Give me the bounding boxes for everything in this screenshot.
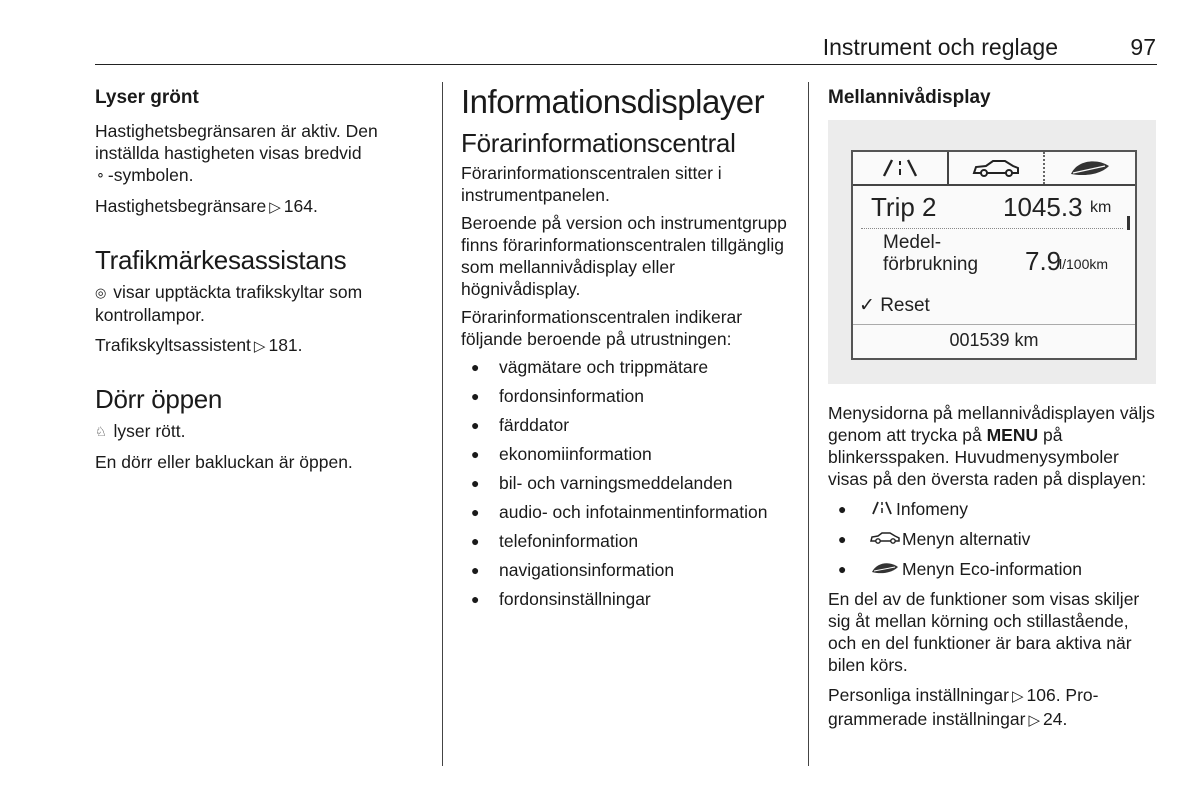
menu-tab-bar (853, 152, 1135, 186)
lyser-text: Hastighetsbegränsaren är aktiv. Den inställda hastigheten visas bredvid (95, 121, 378, 163)
settings-reference: Personliga inställningar ▷ 106. Programmerade inställningar ▷ 24. (828, 684, 1160, 732)
page-number: 97 (1130, 34, 1156, 60)
column-divider-2 (808, 82, 809, 766)
bullet-icon: ● (471, 359, 480, 375)
odometer-value: 001539 km (949, 330, 1039, 350)
column-right (828, 84, 1158, 110)
version-paragraph: Beroende på version och instrumentgrupp finns förarinformationscentralen tillgänglig som mellannivådisplay eller högnivådisplay. (461, 213, 787, 299)
lyser-ref-page: 164. (283, 196, 318, 216)
speed-limiter-icon: ⚬ (95, 168, 106, 183)
page-reference-icon: ▷ (1028, 712, 1041, 729)
menu-symbol-list (828, 498, 1160, 580)
eco-leaf-icon (868, 558, 902, 580)
trip-unit: km (1090, 199, 1112, 216)
dorr-text: lyser rött. (113, 421, 186, 441)
trip-value: 1045.3 (1003, 192, 1083, 222)
bullet-icon: ● (471, 504, 480, 520)
page-reference-icon: ▷ (253, 338, 266, 355)
bullet-icon: ● (471, 388, 480, 404)
list-item: ● navigationsinformation (471, 560, 675, 580)
column-middle (461, 84, 793, 610)
intro-paragraph: Förarinformationscentralen sitter i instrumentpanelen. (461, 163, 722, 205)
display-illustration (828, 120, 1156, 384)
bullet-icon: ● (838, 531, 847, 547)
list-item: ● audio- och infotainmentinformation (471, 502, 768, 522)
list-item: ● telefoninformation (471, 531, 639, 551)
trafik-text: visar upptäckta trafikskyltar som kontrollampor. (95, 282, 363, 325)
mellanniva-heading: Mellannivådisplay (828, 87, 991, 108)
lyser-text-tail: -symbolen. (107, 165, 194, 185)
list-item: ● fordonsinställningar (471, 589, 651, 609)
list-item: ● vägmätare och trippmätare (471, 357, 709, 377)
lyser-reference (95, 195, 425, 219)
traffic-sign-icon: ◎ (95, 285, 107, 300)
consumption-label-2: förbrukning (883, 254, 979, 275)
header-title: Instrument och reglage (822, 34, 1058, 60)
consumption-unit: l/100km (1059, 256, 1109, 272)
list-item: ● Menyn Eco-information (838, 559, 1082, 579)
column-divider-1 (442, 82, 443, 766)
bullet-icon: ● (471, 533, 480, 549)
list-item: ● Infomeny (838, 499, 968, 519)
reset-label: Reset (880, 295, 930, 316)
main-heading: Informationsdisplayer (461, 83, 765, 120)
trip-label: Trip 2 (871, 192, 937, 222)
reset-check-icon: ✓ (859, 295, 875, 316)
bullet-icon: ● (471, 446, 480, 462)
page-reference-icon: ▷ (1011, 688, 1024, 705)
bullet-icon: ● (471, 417, 480, 433)
bullet-icon: ● (471, 591, 480, 607)
lyser-ref-text: Hastighetsbegränsare (95, 196, 267, 216)
lyser-paragraph (95, 120, 425, 187)
menu-paragraph: Menysidorna på mellannivådisplayen väljs genom att trycka på MENU på blinkersspaken. Huvudmenysymboler visas på den översta raden på displayen: (828, 403, 1155, 489)
scroll-indicator (1127, 216, 1130, 230)
menu-keyword: MENU (986, 425, 1039, 445)
list-item: ● Menyn alternativ (838, 529, 1031, 549)
dorr-paragraph-2: En dörr eller bakluckan är öppen. (95, 452, 353, 472)
consumption-value: 7.9 (1025, 246, 1062, 276)
car-icon (949, 152, 1045, 184)
column-right-body (828, 402, 1160, 732)
odometer-rule (853, 324, 1135, 325)
driver-info-screen (851, 150, 1137, 360)
bullet-icon: ● (471, 475, 480, 491)
road-lanes-icon (868, 498, 896, 520)
list-item: ● bil- och varningsmeddelanden (471, 473, 733, 493)
dorr-paragraph (95, 420, 425, 443)
indicates-paragraph: Förarinformationscentralen indikerar följande beroende på utrustningen: (461, 307, 743, 349)
eco-leaf-icon (1045, 152, 1135, 184)
list-item: ● fordonsinformation (471, 386, 644, 406)
list-item: ● färddator (471, 415, 570, 435)
bullet-icon: ● (471, 562, 480, 578)
page-reference-icon: ▷ (269, 199, 281, 216)
functions-paragraph: En del av de funktioner som visas skiljer sig åt mellan körning och stillastående, och en del funktioner är bara aktiva när bilen körs. (828, 589, 1140, 675)
trafik-paragraph (95, 281, 425, 326)
trafik-ref-text: Trafikskyltsassistent (95, 335, 251, 355)
trafik-reference (95, 334, 425, 358)
feature-list (461, 356, 793, 610)
road-lanes-icon (853, 152, 949, 184)
column-left (95, 84, 425, 473)
trafik-ref-page: 181. (268, 335, 303, 355)
bullet-icon: ● (838, 561, 847, 577)
sub-heading: Förarinformationscentral (461, 128, 736, 158)
separator-dotted (861, 228, 1123, 229)
consumption-label-1: Medel- (883, 232, 942, 253)
door-open-icon: ♘ (95, 424, 107, 439)
lyser-heading: Lyser grönt (95, 87, 199, 108)
header-rule (95, 64, 1157, 65)
car-icon (868, 528, 902, 550)
list-item: ● ekonomiinformation (471, 444, 652, 464)
trafik-heading: Trafikmärkesassistans (95, 245, 347, 275)
reset-row (859, 294, 930, 317)
dorr-heading: Dörr öppen (95, 384, 223, 414)
bullet-icon: ● (838, 501, 847, 517)
